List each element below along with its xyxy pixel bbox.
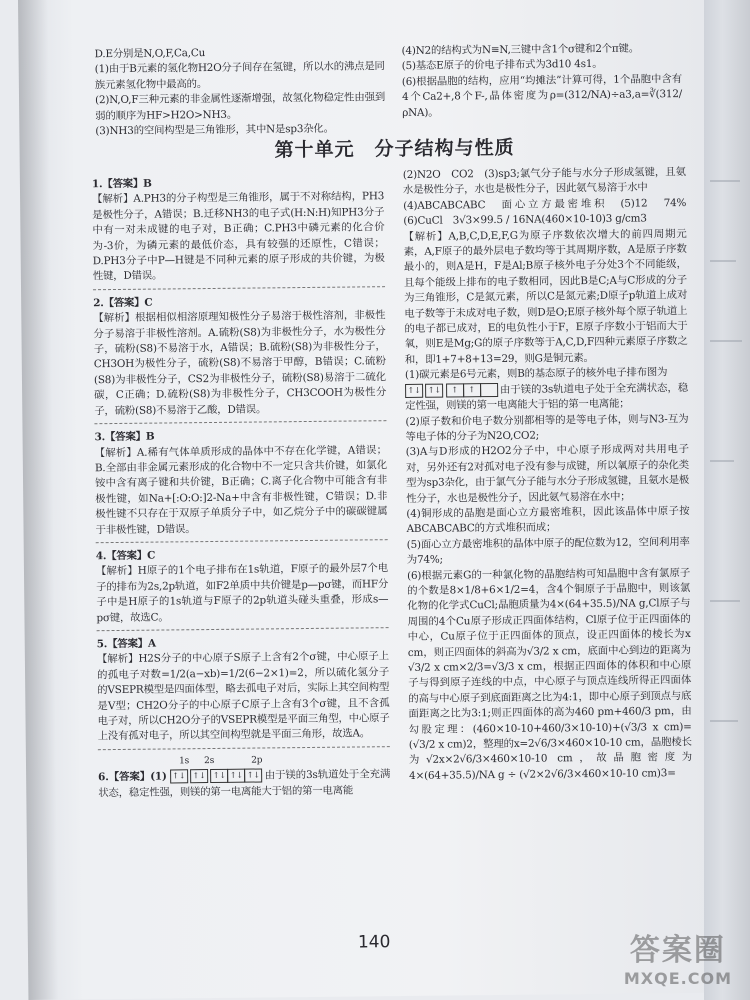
answer-label: 2.【答案】C	[93, 296, 153, 310]
explanation: (3)A与D形成的H2O2分子中，中心原子形成两对共用电子对，另外还有2对孤对电子没有参与成键，所以氧原子的杂化类型为sp3杂化，由于氯气分子能与水分子形成氢键，且氨水是极性分子，水也是极性分子，因此氨气易溶在水中；	[405, 443, 690, 505]
answer-text: (4)ABCABCABC 面心立方最密堆积 (5)12 74% (6)CuCl 3√3×99.5 / 16NA(460×10-10)3 g/cm3	[403, 196, 697, 228]
orbital-box-icon: ↑↓	[170, 769, 188, 783]
orbital-label: 1s	[179, 756, 190, 767]
text-line: D.E分别是N,O,F,Ca,Cu	[94, 47, 206, 61]
explanation: 【解析】A.稀有气体单质形成的晶体中不存在化学键，A错误；B.全部由非金属元素形成的化合物中不一定只含共价键，如氯化铵中含有离子键和共价键，B正确；C.离子化合物中可能含有非极性键，如Na+[:O:O:]2-Na+中含有非极性键，C错误；D.非极性键不只存在于双原子单质分子中，如乙烷分子中的碳碳键属于非极性键，D错误。	[94, 443, 388, 536]
answer-label: 5.【答案】A	[96, 637, 156, 651]
orbital-label: 2p	[251, 755, 263, 766]
orbital-box-icon: ↑	[463, 383, 481, 397]
watermark-url: MXQE.COM	[623, 969, 732, 988]
book-page	[18, 0, 718, 1000]
divider	[94, 420, 386, 424]
explanation: 【解析】A,B,C,D,E,F,G为原子序数依次增大的前四周期元素，A,F原子的最外层电子数均等于其周期序数，A是原子序数最小的，则A是H，F是Al;B原子核外电子分处3个不同能级，且每个能级上排布的电子数相同，因此B是C;A与C形成的分子为三角锥形，C是氮元素，所以C是氮元素;D原子p轨道上成对电子数等于未成对电子数，则D是O;E原子核外每个原子轨道上的电子都已成对，E的电负性小于F，E原子序数小于铝而大于氧，则E是Mg;G的原子序数等于A,C,D,F四种元素原子序数之和，即1+7+8+13=29，则G是铜元素。	[403, 227, 688, 366]
q6-text: 由于镁的3s轨道处于全充满状态，稳定性强，则镁的第一电离能大于铝的第一电离能	[98, 768, 391, 799]
adjacent-page-edge	[704, 0, 750, 1000]
divider	[97, 627, 389, 631]
explanation: 由于镁的3s轨道电子处于全充满状态，稳定性强，则镁的第一电离能大于铝的第一电离能；	[405, 381, 689, 413]
text-line: (3)NH3的空间构型是三角锥形，其中N是sp3杂化。	[95, 122, 334, 138]
unit-title: 第十单元 分子结构与性质	[274, 136, 515, 162]
text-line: (6)根据晶胞的结构，应用“均摊法”计算可得，1个晶胞中含有4个Ca2+,8个F-,晶体密度为ρ=(312/NA)÷a3,a=∛(312/ρNA)。	[401, 72, 683, 119]
orbital-box-icon: ↑↓	[425, 383, 443, 397]
orbital-box-icon: ↑↓	[227, 769, 245, 783]
orbital-box-icon: ↑	[446, 383, 464, 397]
orbital-box-icon: ↑↓	[190, 769, 208, 783]
orbital-label: 2s	[204, 755, 215, 766]
orbital-diagram	[405, 381, 688, 415]
divider	[96, 539, 388, 543]
explanation: 【解析】根据相似相溶原理知极性分子易溶于极性溶剂，非极性分子易溶于非极性溶剂。A.硫粉(S8)为非极性分子，水为极性分子，硫粉(S8)不易溶于水，A错误；B.硫粉(S8)为非极性分子，CH3OH为极性分子，硫粉(S8)不易溶于甲醇，B错误；C.硫粉(S8)为非极性分子，CS2为非极性分子，硫粉(S8)易溶于二硫化碳，C正确；D.硫粉(S8)为非极性分子，CH3COOH为极性分子，硫粉(S8)不易溶于乙酸，D错误。	[93, 309, 387, 417]
answer-label: 6.【答案】(1)	[98, 770, 167, 784]
explanation: (6)根据元素G的一种氯化物的晶胞结构可知晶胞中含有氯原子的个数是8×1/8+6×1/2=4，含4个铜原子于晶胞中，则该氯化物的化学式CuCl;晶胞质量为4×(64+35.5)/NA g,Cl原子与周围的4个Cu原子形成正四面体结构，Cl原子位于正四面体的中心，Cu原子位于正四面体的顶点，设正四面体的棱长为x cm，则正四面体的斜高为√3/2 x cm，底面中心到边的距离为√3/2 x cm×2/3=√3/3 x cm，根据正四面体的体积和中心原子与得到原子连线的中点，中心原子与顶点连线所得正四面体的高与中心原子到底面距离之比为4:1，即中心原子到顶点与底面距离之比为3:1;则正四面体的高为460 pm+460/3 pm，由勾股定理：(460×10-10+460/3×10-10)+(√3/3 x cm)=(√3/2 x cm)2，整理的x=2√6/3×460×10-10 cm，晶胞棱长为√2x×2√6/3×460×10-10 cm，故晶胞密度为4×(64+35.5)/NA g ÷ (√2×2√6/3×460×10-10 cm)3=	[406, 566, 693, 782]
page-number: 140	[357, 932, 391, 953]
answer-label: 4.【答案】C	[95, 549, 156, 563]
explanation: 【解析】H2S分子的中心原子S原子上含有2个σ键，中心原子上的孤电子对数=1/2(a−xb)=1/2(6−2×1)=2，所以硫化氢分子的VSEPR模型是四面体型，略去孤电子对后，实际上其空间构型是V型；CH2O分子的中心原子C原子上含有3个σ键，且不含孤电子对，所以CH2O分子的VSEPR模型是平面三角型，中心原子上没有孤对电子，所以其空间构型就是平面三角形，故选A。	[96, 650, 390, 743]
divider	[98, 746, 390, 750]
answer-text: (2)N2O CO2 (3)sp3;氯气分子能与水分子形成氢键，且氨水是极性分子，水也是极性分子，因此氨气易溶于水中	[402, 166, 686, 197]
text-line: (2)N,O,F三种元素的非金属性逐渐增强，故氢化物稳定性由强到弱的顺序为HF>H2O>NH3。	[94, 91, 386, 122]
watermark-logo: 答案圈	[629, 933, 726, 968]
orbital-box-icon: ↑↓	[244, 769, 262, 783]
explanation: (1)碳元素是6号元素，则B的基态原子的核外电子排布图为	[404, 366, 668, 382]
orbital-box-icon	[480, 383, 498, 397]
q6-line	[98, 767, 390, 801]
text-line: (4)N2的结构式为N≡N,三键中含1个σ键和2个π键。	[401, 42, 639, 57]
watermark	[624, 925, 732, 988]
explanation: (2)原子数和价电子数分别都相等的是等电子体，则与N3-互为等电子体的分子为N2O,CO2;	[405, 412, 689, 443]
text-line: (5)基态E原子的价电子排布式为3d10 4s1。	[401, 58, 603, 73]
answer-label: 1.【答案】B	[91, 177, 152, 191]
explanation: (4)铜形成的晶胞是面心立方最密堆积，因此该晶体中原子按ABCABCABC的方式堆积而成；	[406, 504, 690, 536]
orbital-box-icon: ↑↓	[405, 383, 423, 397]
left-column	[92, 168, 391, 801]
answer-label: 3.【答案】B	[94, 430, 155, 444]
page-shadow	[18, 0, 58, 1000]
explanation: (5)面心立方最密堆积的晶体中原子的配位数为12，空间利用率为74%;	[406, 535, 690, 567]
explanation: 【解析】H原子的1个电子排布在1s轨道，F原子的最外层7个电子的排布为2s,2p轨道，如F2单质中共价键是p—pσ键，而HF分子中是H原子的1s轨道与F原子的2p轨道头碰头重叠，形成s—pσ键，故选C。	[95, 562, 389, 624]
right-column	[402, 165, 697, 784]
explanation: 【解析】A.PH3的分子构型是三角锥形，属于不对称结构，PH3是极性分子，A错误；B.迁移NH3的电子式(H:N:H)知PH3分子中有一对未成键的电子对，B正确；C.PH3中磷元素的化合价为-3价，为磷元素的最低价态，具有较强的还原性，C错误；D.PH3分子中P—H键是不同种元素的原子形成的共价键，为极性键，D错误。	[92, 190, 385, 283]
top-left-block	[94, 44, 385, 139]
orbital-box-icon: ↑↓	[210, 769, 228, 783]
top-right-block	[401, 41, 682, 121]
divider	[93, 286, 385, 290]
text-line: (1)由于B元素的氢化物H2O分子间存在氢键，所以水的沸点是同族元素氢化物中最高的。	[94, 60, 385, 92]
